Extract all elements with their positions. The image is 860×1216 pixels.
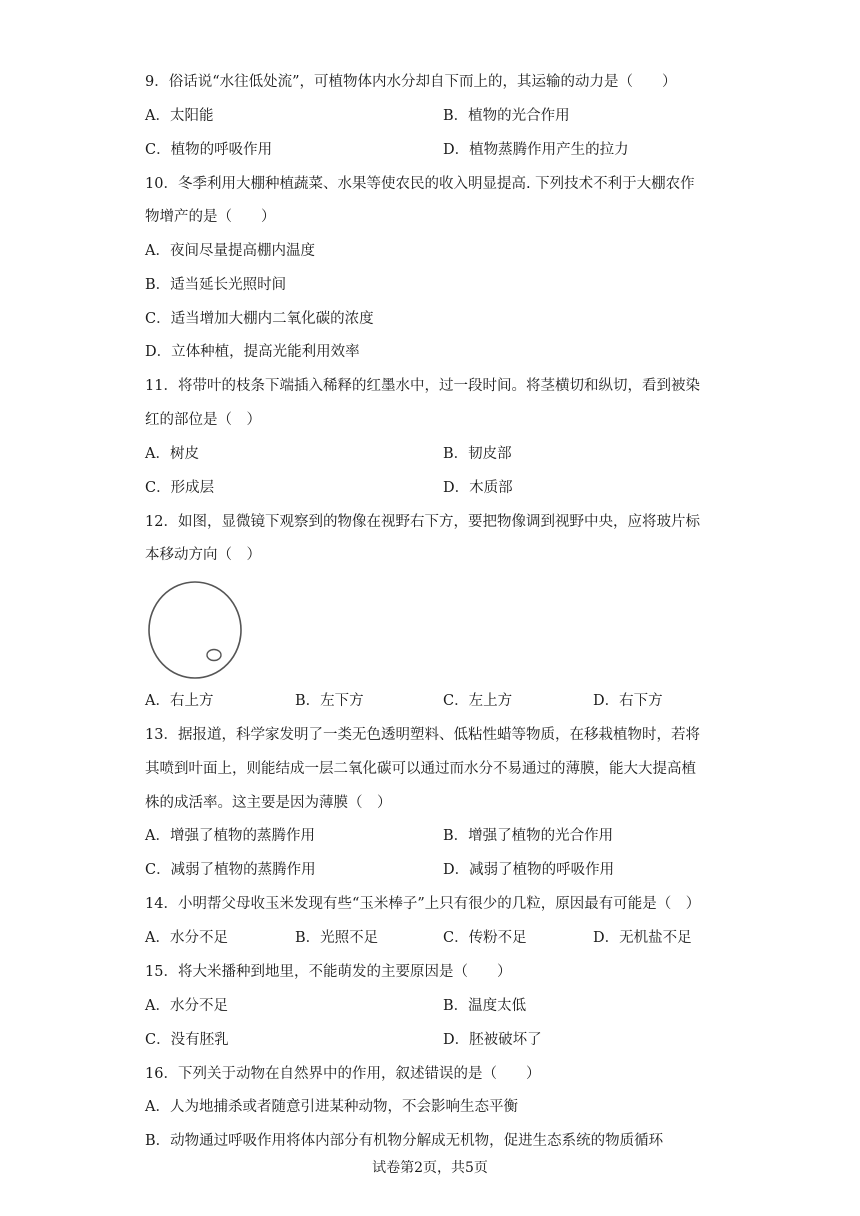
q13-stem-line1: 13．据报道，科学家发明了一类无色透明塑料、低粘性蜡等物质，在移栽植物时，若将: [145, 727, 700, 743]
q11-stem-line2: 红的部位是（ ）: [145, 412, 261, 428]
page-footer: 试卷第2页，共5页: [372, 1160, 488, 1176]
q10-stem-line1: 10．冬季利用大棚种植蔬菜、水果等使农民的收入明显提高. 下列技术不利于大棚农作: [145, 176, 695, 192]
q13-option-d: D．减弱了植物的呼吸作用: [443, 862, 615, 878]
q9-option-c: C．植物的呼吸作用: [145, 142, 273, 158]
q10-option-b: B．适当延长光照时间: [145, 277, 287, 293]
q13-option-a: A．增强了植物的蒸腾作用: [145, 828, 315, 844]
q12-option-b: B．左下方: [295, 693, 364, 709]
q14-option-b: B．光照不足: [295, 930, 379, 946]
q15-option-c: C．没有胚乳: [145, 1032, 229, 1048]
q12-option-c: C．左上方: [443, 693, 513, 709]
q12-stem-line1: 12．如图，显微镜下观察到的物像在视野右下方，要把物像调到视野中央，应将玻片标: [145, 514, 700, 530]
q13-stem-line2: 其喷到叶面上，则能结成一层二氧化碳可以通过而水分不易通过的薄膜，能大大提高植: [145, 761, 696, 777]
q10-option-c: C．适当增加大棚内二氧化碳的浓度: [145, 311, 374, 327]
q12-option-a: A．右上方: [145, 693, 214, 709]
q15-option-a: A．水分不足: [145, 998, 228, 1014]
q15-option-b: B．温度太低: [443, 998, 527, 1014]
q11-option-a: A．树皮: [145, 446, 199, 462]
q11-option-d: D．木质部: [443, 480, 513, 496]
q15-stem: 15．将大米播种到地里，不能萌发的主要原因是（ ）: [145, 964, 512, 980]
q15-option-d: D．胚被破坏了: [443, 1032, 542, 1048]
q16-option-b: B．动物通过呼吸作用将体内部分有机物分解成无机物，促进生态系统的物质循环: [145, 1133, 664, 1149]
q9-option-b: B．植物的光合作用: [443, 108, 570, 124]
q12-option-d: D．右下方: [593, 693, 663, 709]
q11-stem-line1: 11．将带叶的枝条下端插入稀释的红墨水中，过一段时间。将茎横切和纵切，看到被染: [145, 378, 700, 394]
q9-option-d: D．植物蒸腾作用产生的拉力: [443, 142, 629, 158]
q12-stem-line2: 本移动方向（ ）: [145, 547, 261, 563]
q13-stem-line3: 株的成活率。这主要是因为薄膜（ ）: [145, 795, 392, 811]
q14-option-d: D．无机盐不足: [593, 930, 692, 946]
q10-stem-line2: 物增产的是（ ）: [145, 209, 276, 225]
q9-option-a: A．太阳能: [145, 108, 214, 124]
q10-option-d: D．立体种植，提高光能利用效率: [145, 344, 360, 360]
q11-option-b: B．韧皮部: [443, 446, 512, 462]
q13-option-c: C．减弱了植物的蒸腾作用: [145, 862, 316, 878]
q16-option-a: A．人为地捕杀或者随意引进某种动物，不会影响生态平衡: [145, 1099, 518, 1115]
q9-stem: 9．俗话说“水往低处流”，可植物体内水分却自下而上的，其运输的动力是（ ）: [145, 74, 677, 90]
specimen-image: [207, 650, 221, 661]
q14-option-a: A．水分不足: [145, 930, 228, 946]
q16-stem: 16．下列关于动物在自然界中的作用，叙述错误的是（ ）: [145, 1066, 541, 1082]
field-of-view-circle: [149, 582, 241, 678]
q14-option-c: C．传粉不足: [443, 930, 527, 946]
q11-option-c: C．形成层: [145, 480, 215, 496]
q10-option-a: A．夜间尽量提高棚内温度: [145, 243, 315, 259]
microscope-field-figure: [145, 580, 245, 680]
q13-option-b: B．增强了植物的光合作用: [443, 828, 614, 844]
q14-stem: 14．小明帮父母收玉米发现有些“玉米棒子”上只有很少的几粒，原因最有可能是（ ）: [145, 896, 701, 912]
